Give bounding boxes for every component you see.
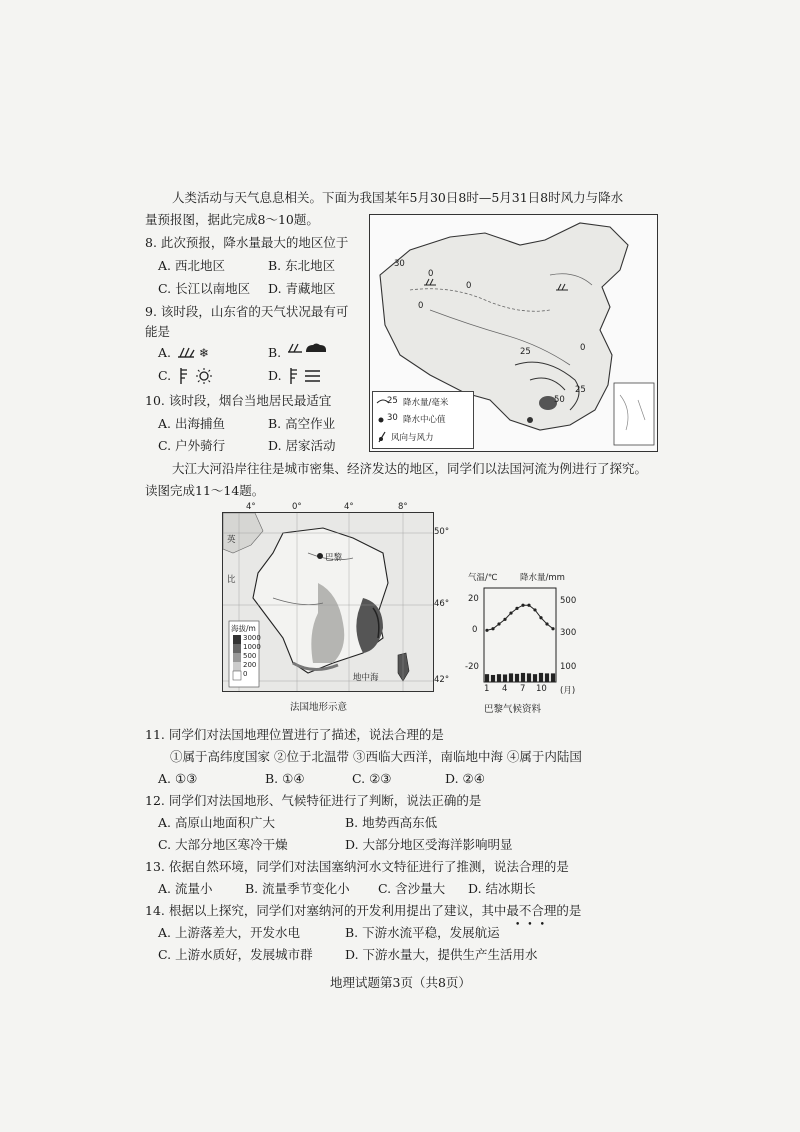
elevation-legend-value: 500: [243, 652, 257, 660]
question-11-option-d: D. ②④: [445, 771, 485, 786]
elevation-legend-value: 0: [243, 670, 248, 678]
question-9-option-a: A.: [158, 345, 172, 360]
climate-left-axis-title: 气温/℃: [468, 573, 498, 583]
china-map-legend: [372, 391, 474, 449]
question-9-option-c: C.: [158, 368, 172, 383]
longitude-label: 8°: [398, 502, 408, 512]
intro-paragraph-1-line-2: 量预报图，据此完成8～10题。: [145, 212, 319, 227]
legend-isohyet-label: 降水量/毫米: [403, 398, 449, 408]
precipitation-bar: [509, 673, 513, 682]
climate-x-tick: 1: [484, 684, 490, 694]
question-9-option-b: B.: [268, 345, 282, 360]
question-12-option-d: D. 大部分地区受海洋影响明显: [345, 837, 513, 852]
precipitation-bar: [503, 674, 507, 682]
temperature-point: [503, 618, 506, 621]
question-8-option-d: D. 青藏地区: [268, 281, 336, 296]
temperature-point: [521, 604, 524, 607]
question-11-statements: ①属于高纬度国家 ②位于北温带 ③西临大西洋，南临地中海 ④属于内陆国: [170, 749, 582, 764]
climate-right-tick: 500: [560, 596, 577, 606]
china-map-label: 0: [418, 301, 424, 311]
china-map-label: 0: [466, 281, 472, 291]
climate-right-tick: 300: [560, 628, 577, 638]
precipitation-bar: [551, 673, 555, 682]
question-10-stem: 10. 该时段，烟台当地居民最适宜: [145, 393, 332, 408]
latitude-label: 42°: [434, 675, 450, 685]
temperature-point: [539, 616, 542, 619]
temperature-point: [485, 629, 488, 632]
question-14-option-c: C. 上游水质好，发展城市群: [158, 947, 313, 962]
china-map-label: 25: [575, 385, 586, 395]
temperature-point: [491, 627, 494, 630]
question-13-option-b: B. 流量季节变化小: [245, 881, 350, 896]
temperature-point: [509, 611, 512, 614]
climate-right-tick: 100: [560, 662, 577, 672]
france-map-caption: 法国地形示意: [290, 702, 348, 713]
latitude-label: 46°: [434, 599, 450, 609]
legend-wind-label: 风向与风力: [391, 433, 434, 443]
precipitation-bar: [491, 675, 495, 682]
climate-left-tick: 20: [468, 594, 479, 604]
intro-paragraph-1-line-1: 人类活动与天气息息相关。下面为我国某年5月30日8时—5月31日8时风力与降水: [172, 190, 624, 205]
climate-left-tick: 0: [472, 625, 478, 635]
question-8-option-b: B. 东北地区: [268, 258, 336, 273]
precipitation-bar: [533, 674, 537, 682]
precipitation-bar: [545, 673, 549, 682]
legend-isohyet-value: 25: [387, 396, 398, 406]
elevation-legend-title: 海拔/m: [231, 624, 256, 633]
intro-paragraph-2-line-1: 大江大河沿岸往往是城市密集、经济发达的地区，同学们以法国河流为例进行了探究。: [172, 461, 648, 476]
question-11-option-a: A. ①③: [158, 771, 198, 786]
climate-x-tick: 4: [502, 684, 508, 694]
precipitation-bar: [521, 673, 525, 682]
question-8-option-c: C. 长江以南地区: [158, 281, 251, 296]
france-topographic-map: [222, 512, 434, 692]
question-10-option-b: B. 高空作业: [268, 416, 336, 431]
intro-paragraph-2-line-2: 读图完成11～14题。: [145, 483, 265, 498]
question-13-option-d: D. 结冰期长: [468, 881, 536, 896]
page-footer: 地理试题第3页（共8页）: [330, 975, 471, 990]
temperature-point: [527, 604, 530, 607]
question-11-option-b: B. ①④: [265, 771, 305, 786]
longitude-label: 0°: [292, 502, 302, 512]
question-11-stem: 11. 同学们对法国地理位置进行了描述，说法合理的是: [145, 727, 444, 742]
question-13-option-a: A. 流量小: [158, 881, 213, 896]
svg-text:❄: ❄: [198, 346, 210, 360]
question-14-stem: 14. 根据以上探究，同学们对塞纳河的开发利用提出了建议，其中最不合理的是: [145, 903, 582, 918]
longitude-label: 4°: [344, 502, 354, 512]
elevation-legend-value: 200: [243, 661, 257, 669]
question-10-option-a: A. 出海捕鱼: [158, 416, 225, 431]
climate-x-tick: 10: [536, 684, 547, 694]
question-8-stem: 8. 此次预报，降水量最大的地区位于: [145, 235, 349, 250]
question-9-stem-line-2: 能是: [145, 324, 171, 339]
climate-left-tick: -20: [465, 662, 479, 672]
emphasis-dots: •••: [515, 920, 552, 930]
temperature-point: [515, 607, 518, 610]
china-map-label: 30: [394, 259, 405, 269]
sea-label-mediterranean: 地中海: [353, 673, 379, 683]
question-9-option-d: D.: [268, 368, 282, 383]
temperature-point: [497, 622, 500, 625]
wind-cloud-symbol: [286, 340, 328, 360]
question-12-option-b: B. 地势西高东低: [345, 815, 438, 830]
question-11-option-c: C. ②③: [352, 771, 392, 786]
precipitation-bar: [515, 674, 519, 682]
climate-x-tick: 7: [520, 684, 526, 694]
climate-right-axis-title: 降水量/mm: [520, 573, 565, 583]
question-8-option-a: A. 西北地区: [158, 258, 225, 273]
question-12-stem: 12. 同学们对法国地形、气候特征进行了判断，说法正确的是: [145, 793, 482, 808]
legend-center-value: 30: [387, 413, 398, 423]
question-12-option-c: C. 大部分地区寒冷干燥: [158, 837, 288, 852]
climate-x-unit: (月): [560, 686, 576, 696]
precipitation-bar: [485, 674, 489, 682]
china-map-label: 50: [554, 395, 565, 405]
wind-snow-symbol: [176, 343, 216, 361]
question-14-option-a: A. 上游落差大，开发水电: [158, 925, 300, 940]
question-10-option-c: C. 户外骑行: [158, 438, 226, 453]
question-14-option-d: D. 下游水量大，提供生产生活用水: [345, 947, 538, 962]
elevation-legend-value: 3000: [243, 634, 261, 642]
question-9-stem-line-1: 9. 该时段，山东省的天气状况最有可: [145, 304, 349, 319]
question-10-option-d: D. 居家活动: [268, 438, 336, 453]
china-map-label: 0: [580, 343, 586, 353]
wind-fog-symbol: [286, 366, 326, 386]
longitude-label: 4°: [246, 502, 256, 512]
question-12-option-a: A. 高原山地面积广大: [158, 815, 275, 830]
legend-center-label: 降水中心值: [403, 415, 446, 425]
question-13-stem: 13. 依据自然环境，同学们对法国塞纳河水文特征进行了推测，说法合理的是: [145, 859, 569, 874]
china-precipitation-map: [369, 214, 658, 452]
temperature-point: [533, 608, 536, 611]
precipitation-bar: [497, 674, 501, 682]
question-13-option-c: C. 含沙量大: [378, 881, 446, 896]
city-label-paris: 巴黎: [325, 553, 343, 563]
latitude-label: 50°: [434, 527, 450, 537]
country-label-uk: 英: [227, 535, 236, 545]
china-map-label: 25: [520, 347, 531, 357]
temperature-point: [545, 622, 548, 625]
question-14-option-b: B. 下游水流平稳，发展航运: [345, 925, 500, 940]
wind-sun-symbol: [176, 366, 216, 386]
temperature-point: [551, 627, 554, 630]
elevation-legend-value: 1000: [243, 643, 261, 651]
climate-chart-caption: 巴黎气候资料: [484, 704, 542, 715]
temperature-line: [487, 605, 553, 630]
country-label-belgium: 比: [227, 575, 236, 585]
precipitation-bar: [527, 673, 531, 682]
china-map-label: 0: [428, 269, 434, 279]
precipitation-bar: [539, 673, 543, 682]
